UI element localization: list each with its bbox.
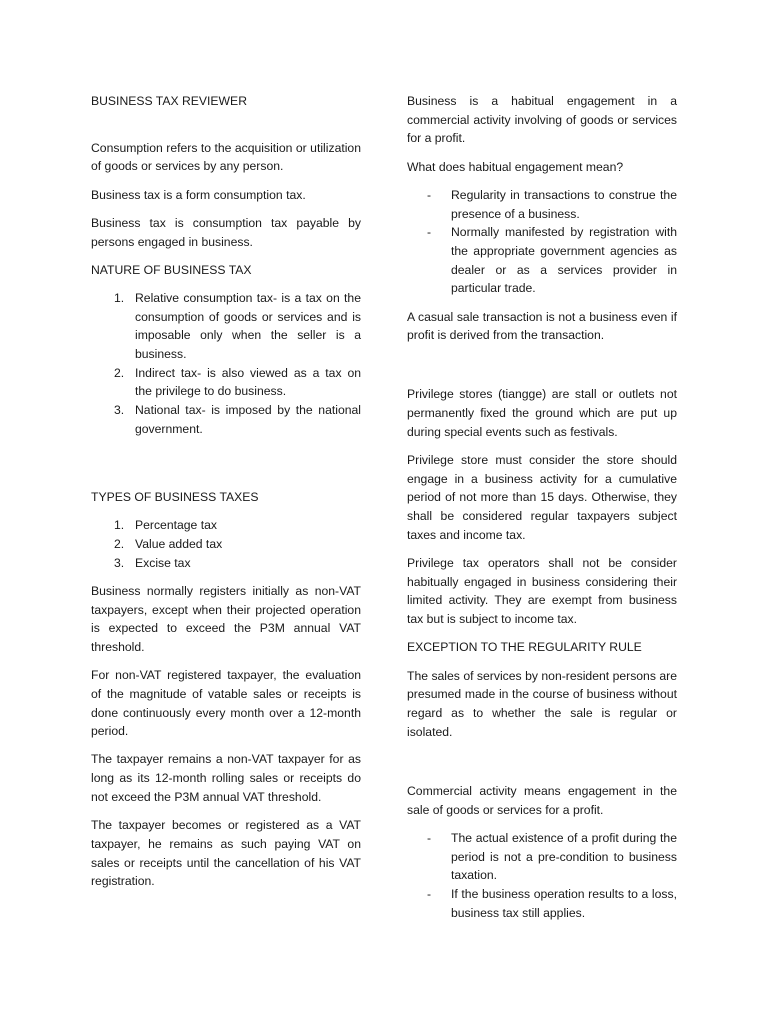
heading-nature: NATURE OF BUSINESS TAX xyxy=(91,262,252,277)
heading-exception: EXCEPTION TO THE REGULARITY RULE xyxy=(407,640,642,655)
paragraph-habitual-question: What does habitual engagement mean? xyxy=(407,159,624,174)
paragraph-becomes-vat: The taxpayer becomes or registered as a VAT taxpayer, he remains as such paying VAT on sales or receipts until the cancellation of his VAT registration. xyxy=(91,818,361,889)
list-habitual-engagement xyxy=(407,186,677,298)
list-item: 2. Value added tax xyxy=(114,536,223,551)
list-item: 3. Excise tax xyxy=(114,555,191,570)
right-column xyxy=(407,92,677,932)
list-item: 1. Relative consumption tax- is a tax on the consumption of goods or services and is imposable only when the seller is a business. xyxy=(114,290,361,362)
list-item: - Normally manifested by registration with the appropriate government agencies as dealer or as a services provider in particular trade. xyxy=(427,225,677,296)
paragraph-commercial-activity: Commercial activity means engagement in the sale of goods or services for a profit. xyxy=(407,783,677,817)
paragraph-business-tax-payable: Business tax is consumption tax payable by persons engaged in business. xyxy=(91,215,361,249)
list-item: 3. National tax- is imposed by the national government. xyxy=(114,403,361,436)
list-types-of-business-taxes xyxy=(91,516,361,572)
paragraph-privilege-stores: Privilege stores (tiangge) are stall or outlets not permanently fixed the ground which are put up during special events such as festivals. xyxy=(407,387,677,439)
paragraph-privilege-store-period: Privilege store must consider the store should engage in a business activity for a cumulative period of not more than 15 days. Otherwise, they shall be considered regular taxpayers subject taxes and income tax. xyxy=(407,453,677,542)
list-nature-of-business-tax xyxy=(91,289,361,439)
left-column xyxy=(91,92,361,900)
list-item: - The actual existence of a profit during the period is not a pre-condition to business taxation. xyxy=(427,830,677,883)
document-title: BUSINESS TAX REVIEWER xyxy=(91,94,247,108)
list-item: - Regularity in transactions to construe the presence of a business. xyxy=(427,187,677,221)
paragraph-registration: Business normally registers initially as non-VAT taxpayers, except when their projected operation is expected to exceed the P3M annual VAT threshold. xyxy=(91,583,361,654)
paragraph-casual-sale: A casual sale transaction is not a business even if profit is derived from the transaction. xyxy=(407,309,677,343)
paragraph-business-definition: Business is a habitual engagement in a commercial activity involving of goods or services for a profit. xyxy=(407,94,677,146)
paragraph-remains-non-vat: The taxpayer remains a non-VAT taxpayer for as long as its 12-month rolling sales or receipts do not exceed the P3M annual VAT threshold. xyxy=(91,752,361,804)
paragraph-privilege-operators: Privilege tax operators shall not be consider habitually engaged in business considering their limited activity. They are exempt from business tax but is subject to income tax. xyxy=(407,556,677,627)
list-profit-notes xyxy=(407,829,677,923)
heading-types: TYPES OF BUSINESS TAXES xyxy=(91,490,259,505)
paragraph-non-resident: The sales of services by non-resident persons are presumed made in the course of business without regard as to whether the sale is regular or isolated. xyxy=(407,668,677,739)
list-item: - If the business operation results to a loss, business tax still applies. xyxy=(427,886,677,920)
list-item: 1. Percentage tax xyxy=(114,518,217,533)
paragraph-evaluation: For non-VAT registered taxpayer, the evaluation of the magnitude of vatable sales or receipts is done continuously every month over a 12-month period. xyxy=(91,668,361,739)
paragraph-consumption: Consumption refers to the acquisition or utilization of goods or services by any person. xyxy=(91,140,361,174)
list-item: 2. Indirect tax- is also viewed as a tax on the privilege to do business. xyxy=(114,365,361,399)
paragraph-business-tax-form: Business tax is a form consumption tax. xyxy=(91,187,306,202)
